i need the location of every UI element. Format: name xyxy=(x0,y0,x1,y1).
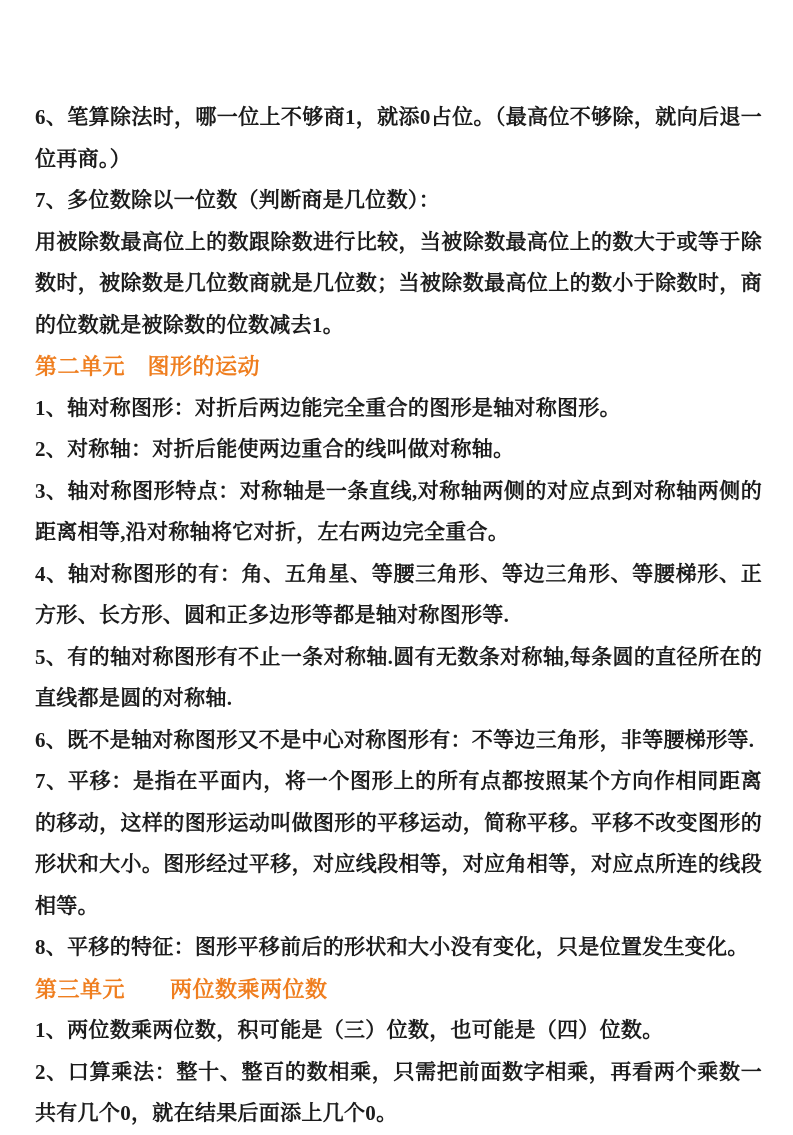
note-item: 6、笔算除法时，哪一位上不够商1，就添0占位。（最高位不够除，就向后退一位再商。） xyxy=(35,105,762,171)
note-item: 7、多位数除以一位数（判断商是几位数）： xyxy=(35,188,440,212)
note-item: 1、轴对称图形：对折后两边能完全重合的图形是轴对称图形。 xyxy=(35,395,621,420)
note-item: 3、轴对称图形特点：对称轴是一条直线,对称轴两侧的对应点到对称轴两侧的距离相等,沿对称轴将它对折，左右两边完全重合。 xyxy=(35,478,762,544)
note-item: 用被除数最高位上的数跟除数进行比较，当被除数最高位上的数大于或等于除数时，被除数是几位数商就是几位数；当被除数最高位上的数小于除数时，商的位数就是被除数的位数减去1。 xyxy=(35,229,762,337)
note-item: 4、轴对称图形的有：角、五角星、等腰三角形、等边三角形、等腰梯形、正方形、长方形、圆和正多边形等都是轴对称图形等. xyxy=(35,561,762,627)
note-item: 1、两位数乘两位数，积可能是（三）位数，也可能是（四）位数。 xyxy=(35,1018,664,1042)
note-item: 5、有的轴对称图形有不止一条对称轴.圆有无数条对称轴,每条圆的直径所在的直线都是圆的对称轴. xyxy=(35,644,762,710)
note-item: 7、平移：是指在平面内，将一个图形上的所有点都按照某个方向作相同距离的移动，这样的图形运动叫做图形的平移运动，简称平移。平移不改变图形的形状和大小。图形经过平移，对应线段相等，对应角相等，对应点所连的线段相等。 xyxy=(35,769,762,918)
section-heading-unit2: 第二单元 图形的运动 xyxy=(35,354,261,379)
note-item: 6、既不是轴对称图形又不是中心对称图形有：不等边三角形，非等腰梯形等. xyxy=(35,727,755,752)
note-item: 2、口算乘法：整十、整百的数相乘，只需把前面数字相乘，再看两个乘数一共有几个0，就在结果后面添上几个0。 xyxy=(35,1059,762,1125)
section-heading-unit3: 第三单元 两位数乘两位数 xyxy=(35,976,328,1002)
note-item: 8、平移的特征：图形平移前后的形状和大小没有变化，只是位置发生变化。 xyxy=(35,935,749,959)
note-item: 2、对称轴：对折后能使两边重合的线叫做对称轴。 xyxy=(35,437,515,461)
